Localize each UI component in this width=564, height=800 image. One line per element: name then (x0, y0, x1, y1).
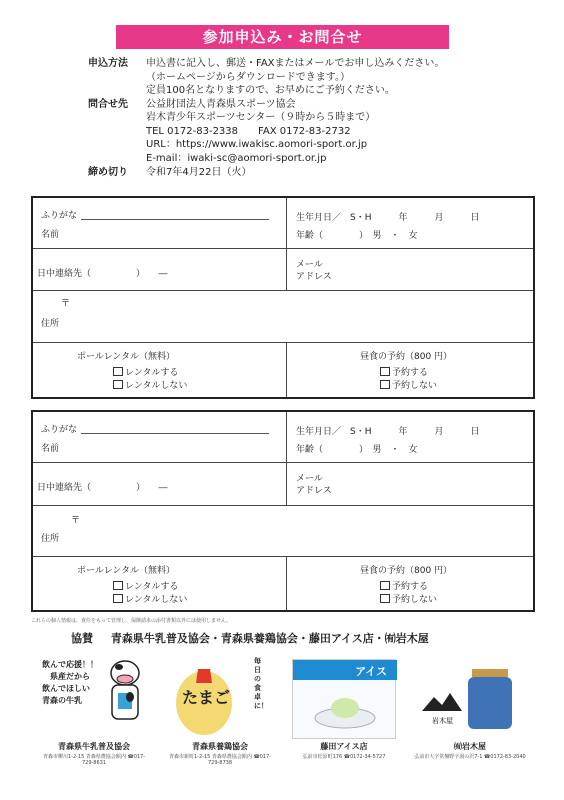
pole-rental-cell (33, 557, 287, 610)
checkbox[interactable] (113, 367, 123, 376)
application-form-1 (31, 196, 535, 399)
pole-rental-no-option[interactable] (113, 378, 187, 391)
pole-rental-no-option[interactable] (113, 592, 187, 605)
poultry-association-name: 青森県養鶏協会 (192, 742, 248, 751)
age-gender-label: 年齢（ ） 男 ・ 女 (296, 445, 418, 455)
method-row (88, 57, 528, 98)
form-row-contact (33, 463, 533, 506)
address-cell[interactable] (33, 291, 533, 342)
option-label: 予約しない (392, 595, 438, 605)
cow-mascot-icon (100, 657, 150, 727)
method-label: 申込方法 (88, 58, 128, 69)
phone-cell[interactable] (33, 249, 287, 290)
checkbox[interactable] (380, 594, 390, 603)
option-label: 予約しない (392, 381, 438, 391)
email-label-2: アドレス (296, 486, 332, 496)
checkbox[interactable] (380, 367, 390, 376)
address-cell[interactable] (33, 506, 533, 556)
deadline-label: 締め切り (88, 167, 128, 178)
milk-association-name: 青森県牛乳普及協会 (58, 742, 130, 751)
egg-logo-text: たまご (182, 688, 231, 707)
poultry-association-address: 青森市新町1-2-15 青森県農協会館内 ☎017-729-8738 (168, 754, 272, 766)
option-label: 予約する (392, 368, 429, 378)
sponsor-label: 協賛 (71, 632, 93, 645)
slogan-line: 飲んで応援！！ (42, 660, 98, 669)
iwakiya-jar-icon (414, 659, 526, 739)
option-label: レンタルする (125, 368, 179, 378)
sponsor-logos (38, 655, 538, 775)
ice-shop-logo (288, 655, 400, 775)
address-label: 住所 (41, 534, 60, 544)
milk-association-address: 青森市柳川1-2-15 青森県農協会館内 ☎017-729-8631 (42, 754, 146, 766)
form-row-name (33, 198, 533, 249)
contact-row (88, 98, 528, 166)
iwakiya-logo (414, 655, 526, 775)
email-label-1: メール (296, 260, 323, 270)
iwakiya-name: ㈲岩木屋 (454, 742, 486, 751)
section-banner: 参加申込み・お問合せ (116, 25, 449, 49)
name-label: 名前 (41, 444, 60, 454)
phone-label: 日中連絡先（ ） ― (37, 269, 168, 279)
egg-slogan-vertical: 毎日の食卓に！ (254, 657, 268, 710)
iwakiya-logo-text: 岩木屋 (432, 717, 453, 725)
checkbox[interactable] (380, 581, 390, 590)
checkbox[interactable] (113, 581, 123, 590)
deadline-date: 令和7年4月22日（火） (146, 167, 252, 178)
egg-logo-aomori: 青森 (194, 663, 207, 670)
birth-label: 生年月日／ S・H 年 月 日 (296, 213, 480, 223)
pole-rental-title: ポールレンタル（無料） (77, 566, 176, 576)
lunch-title: 昼食の予約（800 円） (360, 566, 453, 576)
furigana-label: ふりがな (41, 211, 78, 221)
checkbox[interactable] (113, 594, 123, 603)
name-label: 名前 (41, 230, 60, 240)
name-cell[interactable] (33, 412, 287, 462)
email-cell[interactable] (287, 249, 533, 290)
ice-shop-address: 弘前市松原町176 ☎0172-34-5727 (302, 754, 386, 760)
contact-line: TEL 0172-83-2338 FAX 0172-83-2732 (146, 125, 351, 137)
address-label: 住所 (41, 319, 60, 329)
lunch-title: 昼食の予約（800 円） (360, 352, 453, 362)
method-line: （ホームページからダウンロードできます。） (146, 71, 350, 83)
furigana-label: ふりがな (41, 425, 78, 435)
form-row-options (33, 557, 533, 610)
form-row-options (33, 343, 533, 397)
pole-rental-yes-option[interactable] (113, 365, 178, 378)
option-label: レンタルしない (125, 381, 188, 391)
pole-rental-title: ポールレンタル（無料） (77, 352, 176, 362)
slogan-line: 飲んでほしい (42, 684, 90, 693)
milk-slogan (42, 659, 98, 707)
privacy-note: これらの個人情報は、責任をもって管理し、保険請求の添付書類以外には使用しません。 (31, 618, 232, 624)
method-line: 定員100名となりますので、お早めにご予約ください。 (146, 85, 395, 96)
form-row-address (33, 506, 533, 557)
ice-dessert-icon (293, 680, 397, 740)
birth-cell[interactable] (287, 412, 533, 462)
application-info (88, 57, 528, 180)
lunch-no-option[interactable] (380, 592, 437, 605)
form-row-address (33, 291, 533, 343)
postal-mark: 〒 (61, 299, 71, 309)
name-cell[interactable] (33, 198, 287, 248)
deadline-row (88, 166, 528, 180)
application-form-2 (31, 410, 535, 612)
lunch-no-option[interactable] (380, 378, 437, 391)
sponsor-line (71, 630, 429, 646)
checkbox[interactable] (380, 380, 390, 389)
postal-mark: 〒 (71, 516, 81, 526)
checkbox[interactable] (113, 380, 123, 389)
ice-shop-photo (292, 659, 396, 739)
contact-line: 岩木青少年スポーツセンター（９時から５時まで） (146, 112, 376, 123)
contact-url[interactable]: URL：https://www.iwakisc.aomori-sport.or.jp (146, 139, 368, 150)
milk-association-logo (38, 655, 150, 775)
birth-cell[interactable] (287, 198, 533, 248)
option-label: レンタルする (125, 582, 179, 592)
poultry-association-logo (164, 655, 276, 775)
sponsor-names: 青森県牛乳普及協会・青森県養鶏協会・藤田アイス店・㈲岩木屋 (110, 632, 429, 645)
ice-shop-name: 藤田アイス店 (320, 742, 368, 751)
pole-rental-yes-option[interactable] (113, 579, 178, 592)
option-label: 予約する (392, 582, 429, 592)
contact-email[interactable]: E-mail：iwaki-sc@aomori-sport.or.jp (146, 152, 327, 164)
method-line: 申込書に記入し、郵送・FAXまたはメールでお申し込みください。 (146, 58, 445, 69)
iwakiya-address: 弘前市大字常盤野字湯の沢7-1 ☎0172-83-2040 (414, 754, 526, 760)
phone-cell[interactable] (33, 463, 287, 505)
furigana-line (81, 433, 269, 434)
email-label-1: メール (296, 474, 323, 484)
lunch-cell (287, 557, 533, 610)
furigana-line (81, 219, 269, 220)
phone-label: 日中連絡先（ ） ― (37, 483, 168, 493)
form-row-contact (33, 249, 533, 291)
slogan-line: 青森の牛乳 (42, 696, 82, 705)
lunch-cell (287, 343, 533, 397)
form-row-name (33, 412, 533, 463)
ice-shop-title: アイス (355, 665, 387, 678)
slogan-line: 県産だから (50, 672, 90, 681)
birth-label: 生年月日／ S・H 年 月 日 (296, 427, 480, 437)
email-cell[interactable] (287, 463, 533, 505)
age-gender-label: 年齢（ ） 男 ・ 女 (296, 231, 418, 241)
contact-line: 公益財団法人青森県スポーツ協会 (146, 98, 296, 110)
contact-label: 問合せ先 (88, 98, 128, 110)
email-label-2: アドレス (296, 272, 332, 282)
option-label: レンタルしない (125, 595, 188, 605)
pole-rental-cell (33, 343, 287, 397)
lunch-yes-option[interactable] (380, 579, 428, 592)
lunch-yes-option[interactable] (380, 365, 428, 378)
